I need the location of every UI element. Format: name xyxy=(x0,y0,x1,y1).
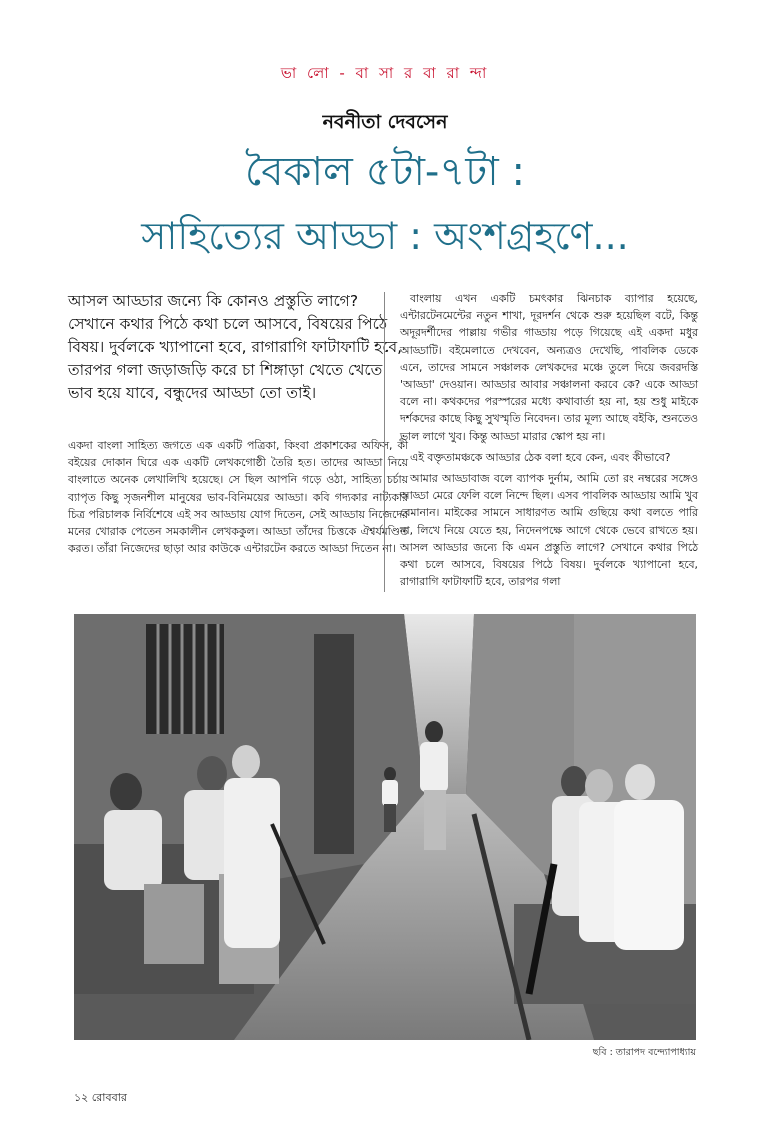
headline-line-2: সাহিত্যের আড্ডা : অংশগ্রহণে... xyxy=(141,214,629,258)
lead-paragraph: আসল আড্ডার জন্যে কি কোনও প্রস্তুতি লাগে? সেখানে কথার পিঠে কথা চলে আসবে, বিষয়ের পিঠে বিষয়। দুর্বলকে খ্যাপানো হবে, রাগারাগি ফাটাফাটি হবে, তারপর গলা জড়াজড়ি করে চা শিঙ্গাড়া খেতে খেতে ভাব হয়ে যাবে, বন্ধুদের আড্ডা তো তাই। xyxy=(68,292,402,402)
right-paragraph-3: আমার আড্ডাবাজ বলে ব্যাপক দুর্নাম, আমি তো রং নম্বরের সঙ্গেও আড্ডা মেরে ফেলি বলে নিন্দে ছিল। এসব পাবলিক আড্ডায় আমি খুব বেমানান। মাইকের সামনে সাধারণত আমি গুছিয়ে কথা বলতে পারি না, লিখে নিয়ে যেতে হয়, নিদেনপক্ষে আগে থেকে ভেবে রাখতে হয়। আসল আড্ডার জন্যে কি এমন প্রস্তুতি লাগে? সেখানে কথার পিঠে কথা চলে আসবে, বিষয়ের পিঠে বিষয়। দুর্বলকে খ্যাপানো হবে, রাগারাগি ফাটাফাটি হবে, তারপর গলা xyxy=(400,472,698,589)
left-body-paragraph: একদা বাংলা সাহিত্য জগতে এক একটি পত্রিকা, কিংবা প্রকাশকের অফিস, কী বইয়ের দোকান ঘিরে এক একটি লেখকগোষ্ঠী তৈরি হত। তাদের আড্ডা নিয়ে বাংলাতে অনেক লেখালিখি হয়েছে। সে ছিল আপনি গড়ে ওঠা, সাহিত্য চর্চায় ব্যাপৃত কিছু সৃজনশীল মানুষের ভাব-বিনিময়ের আড্ডা। কবি গদ্যকার নাট্যকার চিত্র পরিচালক নির্বিশেষে এই সব আড্ডায় যোগ দিতেন, সেই আড্ডায় নিজেদের মনের খোরাক পেতেন সমকালীন লেখককুল। আড্ডা তাঁদের চিত্তকে ঐশ্বর্যমণ্ডিত করত। তাঁরা নিজেদের ছাড়া আর কাউকে এন্টারটেন করতে আড্ডা দিতেন না। xyxy=(68,439,408,556)
right-paragraph-2: এই বক্তৃতামঞ্চকে আড্ডার ঠেক বলা হবে কেন, এবং কীভাবে? xyxy=(410,450,671,464)
right-column xyxy=(400,290,698,594)
right-paragraph-1: বাংলায় এখন একটি চমৎকার ঝিনচাক ব্যাপার হয়েছে, এন্টারটেনমেন্টের নতুন শাখা, দূরদর্শন থেকে শুরু হয়েছিল বটে, কিন্তু অদূরদর্শীদের পাল্লায় গভীর গাড্ডায় পড়ে গিয়েছে এই একদা মধুর আড্ডাটি। বইমেলাতে দেখবেন, অন্যত্রও দেখেছি, পাবলিক ডেকে এনে, তাদের সামনে সঞ্চালক লেখকদের মঞ্চে তুলে দিয়ে জবরদস্তি 'আড্ডা' দেওয়ান। আড্ডার আবার সঞ্চালনা করবে কে? একে আড্ডা বলে না। কথকদের পরস্পরের মধ্যে কথাবার্তা হয় না, হয় শুধু মাইকে দর্শকদের কাছে কিছু সুখস্মৃতি নিবেদন। তার মূল্য আছে বইকি, শুনতেও ভাল লাগে খুব। কিন্তু আড্ডা মারার স্কোপ হয় না। xyxy=(400,292,698,443)
section-kicker: ভা লো - বা সা র বা রা ন্দা xyxy=(280,64,490,82)
page-footer: ১২ রোববার xyxy=(74,1091,127,1104)
left-column xyxy=(68,290,408,561)
door-frame xyxy=(314,634,354,854)
author-name: নবনীতা দেবসেন xyxy=(322,111,448,133)
street-adda-photo xyxy=(74,614,696,1040)
headline-line-1: বৈকাল ৫টা-৭টা : xyxy=(245,149,525,195)
photo-credit: ছবি : তারাপদ বন্দ্যোপাধ্যায় xyxy=(592,1047,696,1058)
column-divider xyxy=(384,292,385,592)
